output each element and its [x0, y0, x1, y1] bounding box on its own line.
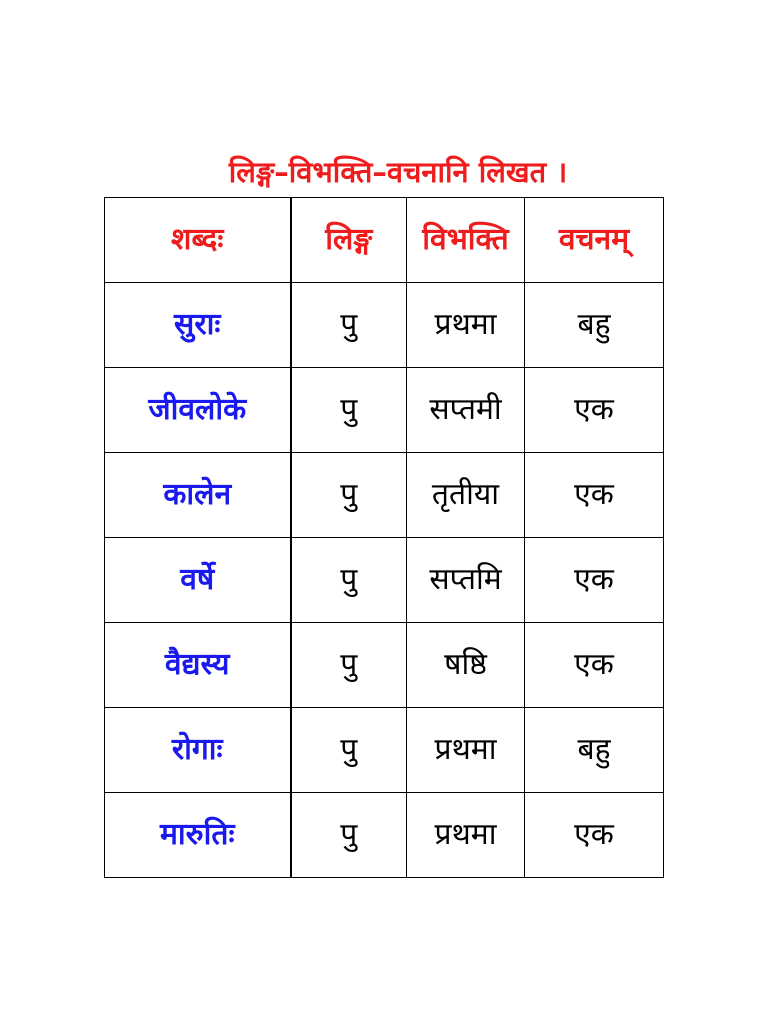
header-word: शब्दः: [105, 198, 291, 283]
cell-gender: पु: [291, 623, 407, 708]
cell-word: जीवलोके: [105, 368, 291, 453]
table-row: [105, 283, 664, 368]
worksheet-title: लिङ्ग–विभक्ति–वचनानि लिखत ।: [228, 155, 568, 189]
table-header-row: [105, 198, 664, 283]
cell-word: सुराः: [105, 283, 291, 368]
table-row: [105, 793, 664, 878]
cell-number: बहु: [525, 283, 664, 368]
header-case: विभक्ति: [407, 198, 525, 283]
cell-gender: पु: [291, 538, 407, 623]
cell-number: एक: [525, 623, 664, 708]
table-row: [105, 708, 664, 793]
cell-word: वैद्यस्य: [105, 623, 291, 708]
cell-case: सप्तमि: [407, 538, 525, 623]
header-gender: लिङ्ग: [291, 198, 407, 283]
cell-gender: पु: [291, 453, 407, 538]
cell-case: प्रथमा: [407, 708, 525, 793]
cell-case: तृतीया: [407, 453, 525, 538]
cell-word: रोगाः: [105, 708, 291, 793]
cell-gender: पु: [291, 793, 407, 878]
cell-word: कालेन: [105, 453, 291, 538]
cell-number: एक: [525, 793, 664, 878]
cell-number: बहु: [525, 708, 664, 793]
cell-word: वर्षे: [105, 538, 291, 623]
cell-case: षष्ठि: [407, 623, 525, 708]
header-number: वचनम्: [525, 198, 664, 283]
table-row: [105, 368, 664, 453]
table-row: [105, 453, 664, 538]
cell-number: एक: [525, 538, 664, 623]
grammar-table: [104, 197, 664, 878]
cell-case: प्रथमा: [407, 793, 525, 878]
cell-number: एक: [525, 453, 664, 538]
cell-case: सप्तमी: [407, 368, 525, 453]
cell-word: मारुतिः: [105, 793, 291, 878]
table-row: [105, 623, 664, 708]
cell-case: प्रथमा: [407, 283, 525, 368]
cell-gender: पु: [291, 708, 407, 793]
cell-number: एक: [525, 368, 664, 453]
cell-gender: पु: [291, 368, 407, 453]
table-row: [105, 538, 664, 623]
cell-gender: पु: [291, 283, 407, 368]
